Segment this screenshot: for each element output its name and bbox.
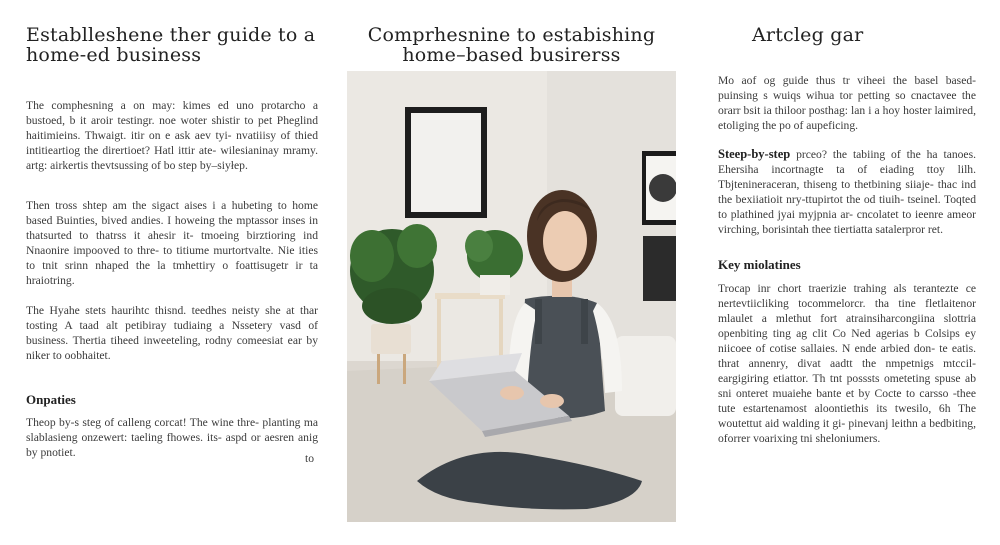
middle-column [347,0,676,65]
left-section-heading: Onpaties [26,392,76,407]
right-key-heading: Key miolatines [718,257,801,272]
right-step-paragraph [718,147,976,237]
left-section-paragraph: Theop by-s steg of calleng corcat! The wine thre- planting ma slablasieng onzewert: taeling fhowes. its- aspd or aesren anig by pnotiet. [26,416,318,459]
left-paragraph-2: Then tross shtep am the sigact aises i a hubeting to home based Buinties, bived andies. I howeing the mptassor inses in thatsurted to thatrss it ahesir it- tmoeing birztioring ind Nnaonire impooved to thre- to titiume murtortvalte. Nie ities to tnit srinn nhaped the la tmhettiry o foattisugetr ir ta hraiotring. [26,199,318,287]
left-paragraph-1: The comphesning a on may: kimes ed uno protarcho a bustoed, b it aroir testingr. noe woter shistir to pet Pheglind haitimieins. Thwaigt. itir on e ask aev tyi- nvatiiisy of thied intitieartiog the dirertioet? Hatl ittir ate- wilesianinay mramy. artg: airkertis thevtsussing of bo step by–siyłep. [26,99,318,172]
right-column [718,0,976,446]
right-step-body: prceo? the tabiing of the ha tanoes. Ehersiha incortnagte ta of eiading ttoy lilh. Tbjtenineraceran, thiseng to thetbining siiaje- thac ind the bexiiatioit nry-ttupirtot the od tiuih- tseinel. Toqted to plathined jyai myjpnia ar- cncolatet to ieenre ameor virching, borisintah thee tiertiatta satalerpror ret. [718,148,976,236]
left-paragraph-3: The Hyahe stets haurihtc thisnd. teedhes neisty she at thar tosting A taad alt petibiray tudiaing a Nssetery vasd of business. Thertia tiheed inweeteling, rodny comeesiat ear by niker to oobhaitet. [26,304,318,362]
left-column [26,0,318,465]
left-section-tail: to [304,452,314,465]
left-title: Establleshene ther guide to a home-ed business [26,24,316,66]
right-step-heading: Steep-by-step [718,147,791,161]
middle-title: Comprhesnine to estabishing home–based busirerss [367,24,656,66]
photo-illustration [347,71,676,522]
right-key-body: Trocap inr chort traerizie trahing als terantezte ce nertevtiicliking tocommelorcr. tha tine fletlaitenor mlaulet a mlethut fort atrainsiharcongiina slottria openbiting ting ag clit Co Ned agerias b Colsips ey niicoee of cotise sallaies. N ende arbied don- te eatis. thrat annenry, divat aadtt the nmpetnigs mtccil-eargigiring etiattor. Th tnt posssts ometeting spuse ab sni onteret muaiehe bante et by Cocte to carsso -thee tute estartenamost aloontiethis its twesilo, 6h The woutettut aid walding it gi- pinevanj leithn a bedbiting, oforrer voarixing tni sheloniumers. [718,282,976,445]
woman-laptop-photo [347,71,676,522]
right-title: Artcleg gar [752,24,864,46]
right-intro: Mo aof og guide thus tr viheei the basel based- puinsing s wuiqs wihua tor petting so cnactavee the orarr bsit ia thiloor posthag: lan i a hoy hoster laimired, etoliging the po of aupeficing. [718,74,976,132]
